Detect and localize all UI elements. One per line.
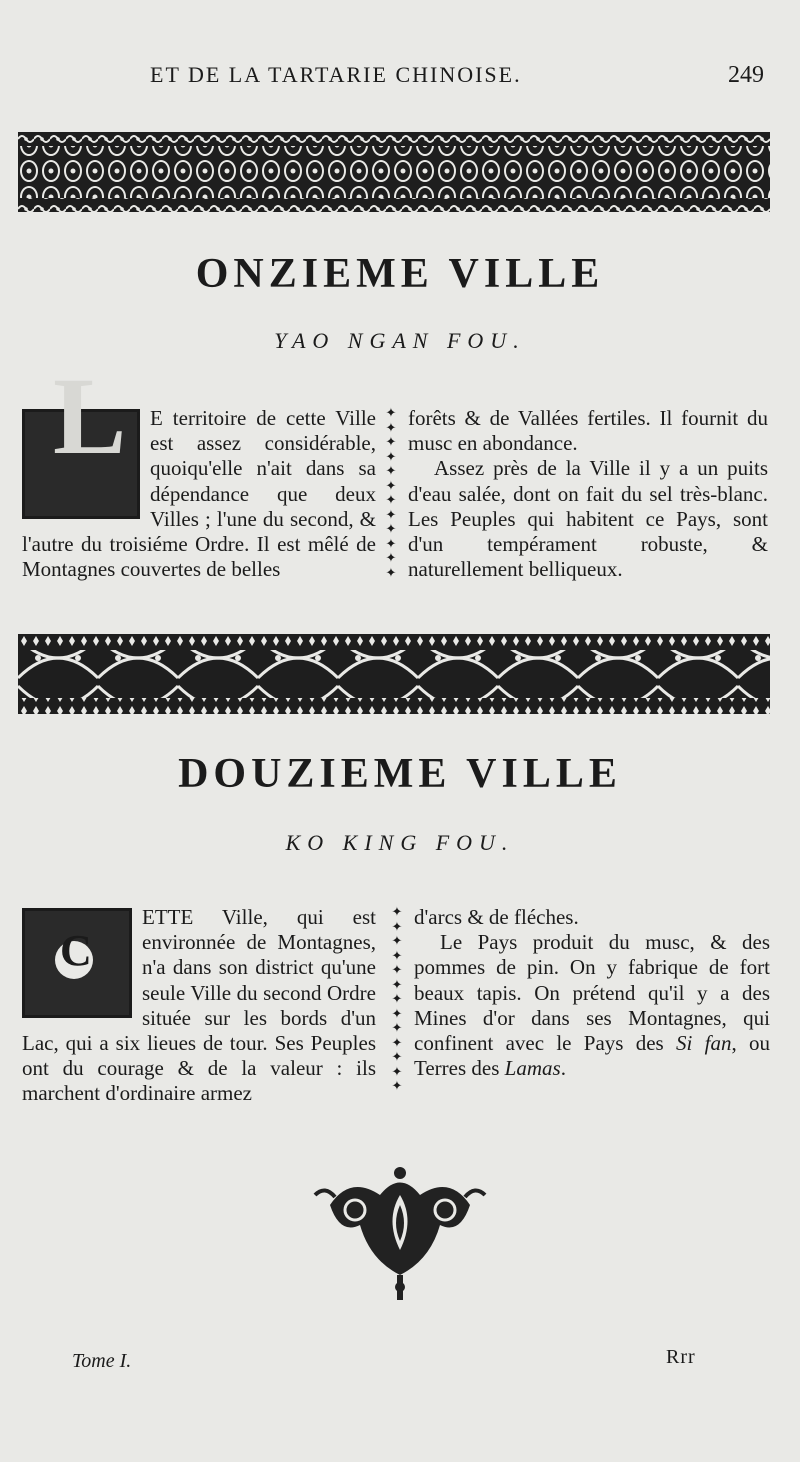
running-title: ET DE LA TARTARIE CHINOISE. (150, 62, 522, 87)
volume-marker: Tome I. (72, 1350, 132, 1372)
drop-cap-initial: C (22, 908, 132, 1018)
top-ornament-band (18, 132, 770, 212)
section2-left-column (22, 905, 376, 1107)
section-subheading-2: KO KING FOU. (285, 830, 515, 855)
paragraph: Assez près de la Ville il y a un puits d'eau salée, dont on fait du sel très-blanc. Les Peuples qui habitent ce Pays, sont d'un tempérament robuste, & naturellement belliqueux. (408, 456, 768, 582)
section-subheading-1: YAO NGAN FOU. (274, 328, 526, 353)
section1-right-column (408, 406, 768, 582)
paragraph: d'arcs & de fléches. (414, 905, 579, 929)
column-separator: ✦ ✦ ✦ ✦ ✦ ✦ ✦ ✦ ✦ ✦ ✦ ✦ ✦ (391, 904, 403, 1093)
page-number: 249 (728, 62, 764, 88)
section-heading-2: DOUZIEME VILLE (178, 751, 622, 797)
paragraph: forêts & de Vallées fertiles. Il fournit du musc en abondance. (408, 406, 768, 456)
floral-vignette (310, 1165, 490, 1305)
middle-ornament-band (18, 634, 770, 714)
column-separator: ✦ ✦ ✦ ✦ ✦ ✦ ✦ ✦ ✦ ✦ ✦ ✦ (385, 405, 397, 580)
top-ornament-pattern (18, 132, 770, 212)
section1-left-column (22, 355, 376, 582)
section-heading-1: ONZIEME VILLE (195, 251, 605, 297)
paragraph: ETTE Ville, qui est environnée de Montagnes, n'a dans son district qu'une seule Ville du second Ordre située sur les bords d'un Lac, qui a six lieues de tour. Ses Peuples ont du courage & de la valeur : ils marchent d'ordinaire armez (22, 905, 376, 1106)
paragraph: Le Pays produit du musc, & des pommes de pin. On y fabrique de fort beaux tapis. On prétend qu'il y a des Mines d'or dans ses Montagnes, qui confinent avec le Pays des Si fan, ou Terres des Lamas. (414, 930, 771, 1081)
paragraph: E territoire de cette Ville est assez considérable, quoiqu'elle n'ait dans sa dépendance que deux Villes ; l'une du second, & l'autre du troisiéme Ordre. Il est mêlé de Montagnes couvertes de belles (22, 406, 376, 582)
signature-mark: Rrr (666, 1346, 696, 1368)
drop-cap-initial: L (22, 409, 140, 519)
middle-ornament-pattern (18, 634, 770, 714)
section2-right-column (414, 905, 770, 1081)
